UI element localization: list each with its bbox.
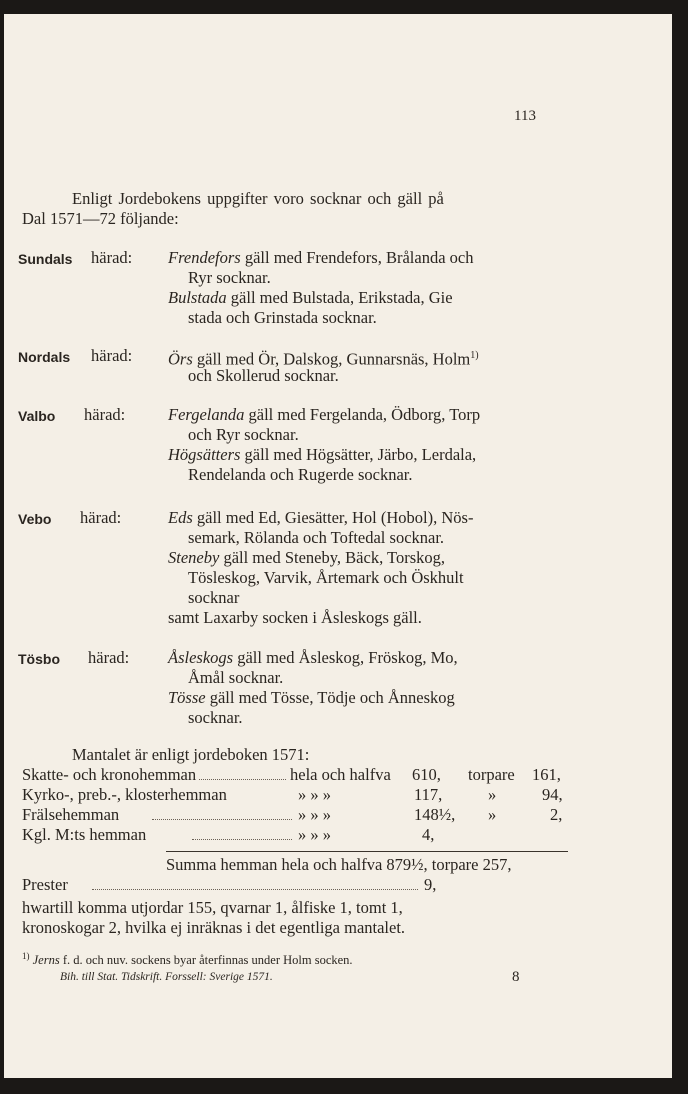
page-number: 113 — [514, 108, 536, 124]
district-vebo: Vebo — [18, 511, 52, 527]
district-valbo-suffix: härad: — [84, 405, 126, 424]
row-label: Skatte- och kronohemman — [22, 765, 197, 784]
intro-line-1: Enligt Jordebokens uppgifter voro socknar och gäll på — [72, 189, 444, 208]
district-vebo-suffix: härad: — [80, 508, 122, 527]
entry-tosse-line-2: socknar. — [188, 708, 243, 727]
signature-mark: 8 — [512, 969, 520, 985]
entry-steneby-line-4: samt Laxarby socken i Åsleskogs gäll. — [168, 608, 422, 627]
mantal-row-1: Skatte- och kronohemman hela och halfva 610, torpare 161, — [22, 765, 561, 784]
entry-tosse-line-1: Tösse gäll med Tösse, Tödje och Ånneskog — [168, 688, 455, 707]
district-sundals-suffix: härad: — [91, 248, 133, 267]
mantal-row-4: Kgl. M:ts hemman » » » 4, — [22, 825, 435, 844]
entry-eds-line-2: semark, Rölanda och Toftedal socknar. — [188, 528, 445, 547]
mantal-heading: Mantalet är enligt jordeboken 1571: — [72, 745, 310, 764]
entry-steneby-line-2: Tösleskog, Varvik, Årtemark och Öskhult — [188, 568, 464, 587]
entry-fergelanda-line-1: Fergelanda gäll med Fergelanda, Ödborg, Torp — [168, 405, 481, 424]
entry-frendefors-line-2: Ryr socknar. — [188, 268, 271, 287]
entry-bulstada-line-1: Bulstada gäll med Bulstada, Erikstada, Gie — [168, 288, 453, 307]
entry-hogsatters-line-1: Högsätters gäll med Högsätter, Järbo, Lerdala, — [168, 445, 477, 464]
entry-fergelanda-line-2: och Ryr socknar. — [188, 425, 299, 444]
footnote: $^{1)}$ Jerns f. d. och nuv. sockens byar återfinnas under Holm socken. — [22, 951, 353, 968]
book-page — [4, 14, 672, 1078]
entry-steneby-line-3: socknar — [188, 588, 240, 607]
district-nordals-suffix: härad: — [91, 346, 133, 365]
summa-line: Summa hemman hela och halfva 879½, torpare 257, — [166, 855, 512, 874]
mantal-row-3: Frälsehemman » » » 148½, » 2, — [22, 805, 563, 824]
row-label: Frälsehemman — [22, 805, 120, 824]
footnote-ref: 1) — [470, 350, 479, 361]
entry-ors-line-2: och Skollerud socknar. — [188, 366, 339, 385]
entry-steneby-line-1: Steneby gäll med Steneby, Bäck, Torskog, — [168, 548, 445, 567]
source-line: Bih. till Stat. Tidskrift. Forssell: Sverige 1571. — [60, 971, 273, 983]
entry-hogsatters-line-2: Rendelanda och Rugerde socknar. — [188, 465, 413, 484]
intro-line-2: Dal 1571—72 följande: — [22, 209, 179, 228]
row-label: Kyrko-, preb.-, klosterhemman — [22, 785, 227, 804]
entry-bulstada-line-2: stada och Grinstada socknar. — [188, 308, 377, 327]
entry-ors-line-1: Örs gäll med Ör, Dalskog, Gunnarsnäs, Holm$^{1)}$ — [168, 349, 479, 369]
entry-eds-line-1: Eds gäll med Ed, Giesätter, Hol (Hobol), Nös- — [168, 508, 474, 527]
district-valbo: Valbo — [18, 408, 56, 424]
district-nordals: Nordals — [18, 349, 71, 365]
district-sundals: Sundals — [18, 251, 73, 267]
entry-frendefors-line-1: Frendefors gäll med Frendefors, Brålanda och — [168, 248, 474, 267]
row-label: Kgl. M:ts hemman — [22, 825, 147, 844]
closing-line-1: hwartill komma utjordar 155, qvarnar 1, ålfiske 1, tomt 1, — [22, 898, 403, 917]
prester-row: Prester 9, — [22, 875, 437, 894]
sum-rule — [166, 851, 568, 852]
district-tosbo: Tösbo — [18, 651, 60, 667]
district-tosbo-suffix: härad: — [88, 648, 130, 667]
entry-asleskogs-line-1: Åsleskogs gäll med Åsleskog, Fröskog, Mo, — [168, 648, 458, 667]
closing-line-2: kronoskogar 2, hvilka ej inräknas i det egentliga mantalet. — [22, 918, 406, 937]
mantal-row-2: Kyrko-, preb.-, klosterhemman » » » 117, » 94, — [22, 785, 563, 804]
entry-asleskogs-line-2: Åmål socknar. — [188, 668, 284, 687]
